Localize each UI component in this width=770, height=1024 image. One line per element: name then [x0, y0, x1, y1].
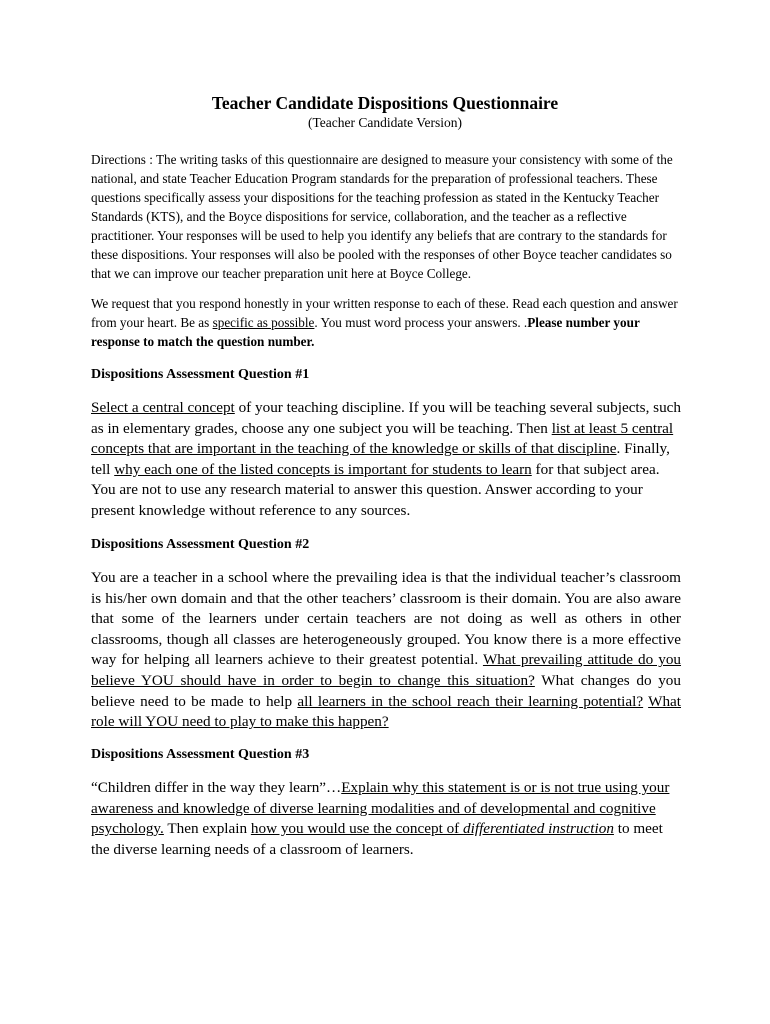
- question-3-text: [91, 778, 681, 860]
- q3-text-2: Then explain: [163, 820, 251, 838]
- request-bold-instruction: Please number your response to match the question number.: [91, 315, 640, 349]
- q3-italic-underline: differentiated instruction: [463, 820, 614, 838]
- q3-underline-2: how you would use the concept of: [250, 820, 464, 838]
- q2-underline-2: all learners in the school reach their learning potential?: [297, 692, 644, 710]
- question-1-text: [91, 398, 681, 522]
- request-paragraph: [91, 294, 681, 351]
- q1-text-2: . Finally, tell: [91, 440, 670, 478]
- question-2-text: [91, 568, 681, 733]
- document-title: Teacher Candidate Dispositions Questionnaire: [211, 93, 559, 113]
- question-1-heading: Dispositions Assessment Question #1: [91, 367, 310, 382]
- request-text-1: We request that you respond honestly in your written response to each of these. Read each question and answer from your heart. Be as: [91, 296, 678, 330]
- q2-text-2: What changes do you believe need to be made to help: [91, 671, 681, 710]
- q1-underline-2: list at least 5 central concepts that are important in the teaching of the knowledge or skills of that discipline: [91, 419, 674, 458]
- directions-paragraph: Directions : The writing tasks of this questionnaire are designed to measure your consistency with some of the national, and state Teacher Education Program standards for the preparation of professional teachers. These questions specifically assess your dispositions for the teaching profession as stated in the Kentucky Teacher Standards (KTS), and the Boyce dispositions for service, collaboration, and the teacher as a reflective practitioner. Your responses will be used to help you identify any beliefs that are contrary to the standards for these dispositions. Your responses will also be pooled with the responses of other Boyce teacher candidates so that we can improve our teacher preparation unit here at Boyce College.: [91, 152, 673, 281]
- q2-text-1: You are a teacher in a school where the prevailing idea is that the individual teacher’s classroom is his/her own domain and that the other teachers’ classroom is their domain. You are also aware that some of the learners under certain teachers are not doing as well as others in other classrooms, though all classes are heterogeneously grouped. You know there is a more effective way for helping all learners achieve to their greatest potential.: [91, 569, 681, 669]
- q3-text-1: “Children differ in the way they learn”…: [91, 779, 342, 796]
- q1-underline-1: Select a central concept: [91, 399, 235, 416]
- document-subtitle: (Teacher Candidate Version): [308, 115, 462, 130]
- q1-underline-3: why each one of the listed concepts is important for students to learn: [114, 460, 532, 478]
- q2-underline-3: What role will YOU need to play to make this happen?: [91, 692, 681, 731]
- question-2-heading: Dispositions Assessment Question #2: [91, 537, 310, 552]
- q3-underline-1: Explain why this statement is or is not true using your awareness and knowledge of diverse learning modalities and of developmental and cognitive psychology.: [91, 779, 670, 838]
- request-text-2: . You must word process your answers. .: [314, 315, 528, 330]
- q3-text-3: to meet the diverse learning needs of a classroom of learners.: [91, 820, 663, 858]
- question-3-heading: Dispositions Assessment Question #3: [91, 747, 310, 762]
- q1-text-3: for that subject area. You are not to use any research material to answer this question. Answer according to your present knowledge without reference to any sources.: [91, 460, 660, 519]
- request-underline: specific as possible: [212, 315, 315, 330]
- q1-text-1: of your teaching discipline. If you will be teaching several subjects, such as in elementary grades, choose any one subject you will be teaching. Then: [91, 399, 681, 437]
- q2-underline-1: What prevailing attitude do you believe YOU should have in order to begin to change this situation?: [91, 651, 682, 689]
